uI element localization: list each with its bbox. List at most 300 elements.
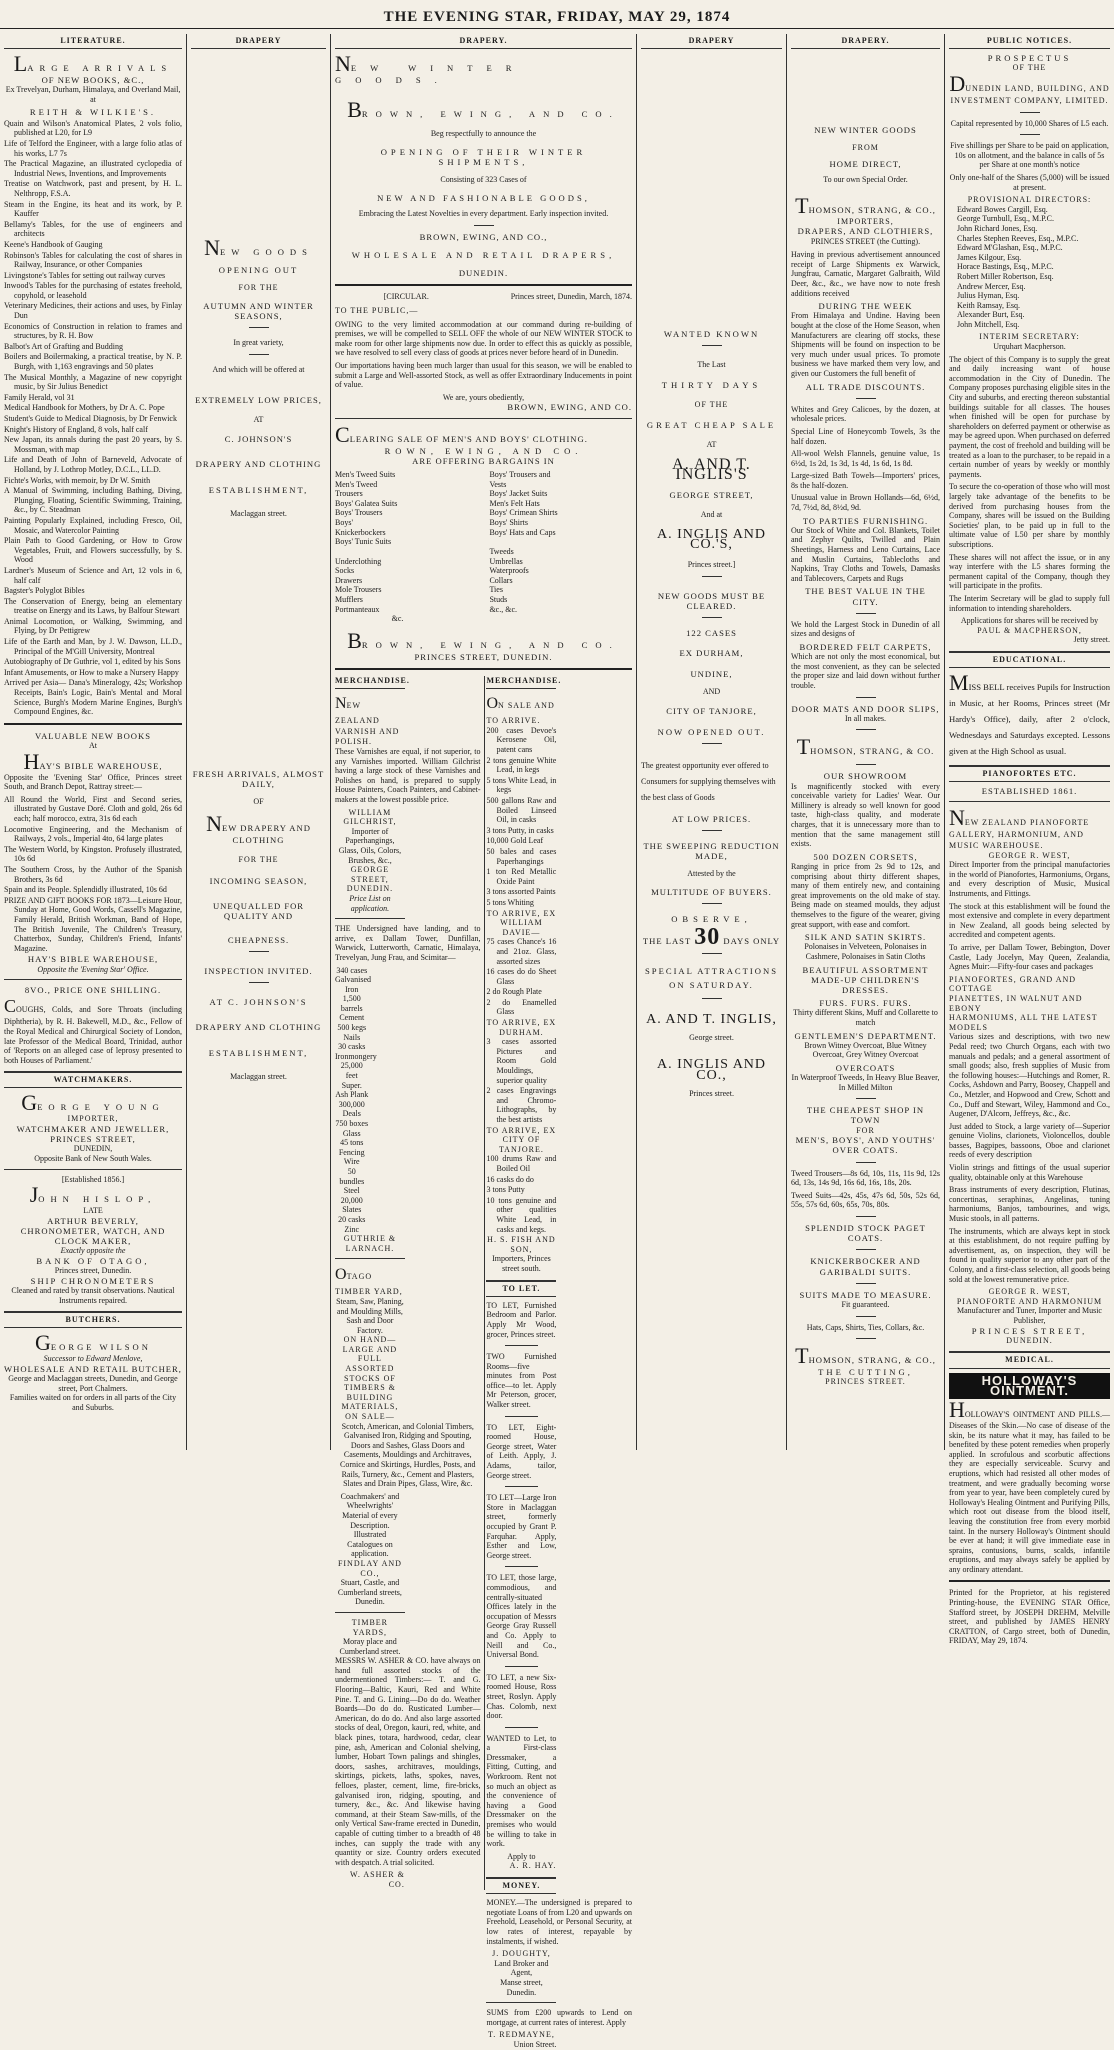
- text-line: 5 tons Whiting: [486, 897, 534, 907]
- text-line: AT: [253, 414, 264, 424]
- book-item: Autobiography of Dr Guthrie, vol 1, edited by his Sons: [4, 657, 181, 667]
- divider: [702, 576, 722, 577]
- book-item: Life of Telford the Engineer, with a large folio atlas of his works, L7 7s: [4, 138, 182, 158]
- text-line: ISS BELL receives Pupils for Instruction in Music, at her Rooms, Princes street (Mr Hardy's Office), daily, after 2 o'clock, Wednesdays and Saturdays excepted. Lessons given at the High School as usual.: [949, 682, 1110, 757]
- text-line: T. REDMAYNE,: [487, 2030, 555, 2040]
- text-line: EW ZEALAND PIANOFORTE GALLERY, HARMONIUM, AND MUSIC WAREHOUSE.: [949, 818, 1090, 851]
- text-line: A. AND T. INGLIS'S: [672, 455, 751, 483]
- text-line: ARE OFFERING BARGAINS IN: [412, 455, 555, 466]
- text-line: SPLENDID STOCK PAGET COATS.: [805, 1223, 926, 1244]
- text-line: SUMS from £200 upwards to Lend on mortgage, at current rates of interest. Apply: [486, 2008, 632, 2027]
- divider: [856, 1098, 876, 1099]
- text-line: AND: [702, 686, 721, 696]
- column-literature: LITERATURE. LARGE ARRIVALS OF NEW BOOKS, &C., Ex Trevelyan, Durham, Himalaya, and Overland Mail, at REITH & WILKIE'S. Quain and Wilson's Anatomical Plates, 2 vols folio, published at L20, for L9 Life of Telford the Engineer, with a large folio atlas of his works, L7 7s The Practical Magazine, an illustrated cyclopedia of Industrial News, Inventions, and Improvements Treatise on Watchwork, past and present, by H. L. Nelthropp, F.S.A. Steam in the Engine, its heat and its work, by P. Kauffer Bellamy's Tables, for the use of engineers and architects Keene's Handbook of Gauging Robinson's Tables for calculating the cost of shares in Railway, Insurance, or other Companies Livingstone's Tables for setting out railway curves Inwood's Tables for the purchasing of estates freehold, copyhold, or leasehold Veterinary Medicines, their actions and uses, by Finlay Dun Economics of Construction in relation to frames and structures, by R. H. Bow Balbot's Art of Grafting and Budding Boilers and Boilermaking, a practical treatise, by N. P. Burgh, with 1,163 engravings and 50 plates The Musical Monthly, a Magazine of new copyright music, by Sir Julius Benedict Family Herald, vol 31 Medical Handbook for Mothers, by Dr A. C. Pope Student's Guide to Medical Diagnosis, by Dr Fenwick Knight's History of England, 8 vols, half calf New Japan, its annals during the past 20 years, by S. Mossman, with map Life and Death of John of Barneveld, Advocate of Holland, by J. Lothrop Motley, D.C.L., LL.D. Fichte's Works, with memoir, by Dr W. Smith A Manual of Swimming, including Bathing, Diving, Plunging, Floating, Scientific Swimming, Training, &c., by C. Steadman Painting Popularly Explained, including Fresco, Oil, Mosaic, and Watercolor Painting Plain Path to Good Gardening, or How to Grow Vegetables, Fruit, and Flowers successfully, by S. Wood Lardner's Museum of Science and Art, 12 vols in 6, half calf Bagster's Polyglot Bibles The Conservation of Energy, being an elementary treatise on Energy and its Laws, by Balfour Stewart Animal Locomotion, or Walking, Swimming, and Flying, by Dr Pettigrew Life of the Earth and Man, by J. W. Dawson, LL.D., Principal of the M'Gill University, Montreal Autobiography of Dr Guthrie, vol 1, edited by his Sons Infant Amusements, or How to make a Nursery Happy Arrived per Asia— Dana's Mineralogy, 42s; Workshop Receipts, Bain's Logic, Bain's Mental and Moral Science, Burgh's Modern Marine Engines, Burgh's Compound Engines, &c. VALUABLE NEW BOOKS At HAY'S BIBLE WAREHOUSE, Opposite the 'Evening Star' Office, Princes street South, and Branch Depot, Rattray street:— All Round the World, First and Second series, illustrated by Gustave Doré. Cloth and gold, 26s 6d each; half morocco, extra, 31s 6d each Locomotive Engineering, and the Mechanism of Railways, 2 vols., Imperial 4to, 64 large plates The Western World, by Kingston. Profusely illustrated, 10s 6d The Southern Cross, by the Author of the Spanish Brothers, 3s 6d Spain and its People. Splendidly illustrated, 10s 6d PRIZE AND GIFT BOOKS FOR 1873—Leisure Hour, Sunday at Home, Good Words, Cassell's Magazine, Family Herald, British Workman, Band of Hope, The British Juvenile, The Children's Treasury, Chatterbox, Sunday, Children's Friend, Infants' Magazine. HAY'S BIBLE WAREHOUSE, Opposite the 'Evening Star' Office. 8VO., PRICE ONE SHILLING. COUGHS, Colds, and Sore Throats (including Diphtheria), by R. H. Bakewell, M.D., &c., Fellow of the Royal Medical and Chirurgical Society of London, late Professor of the Medical Board, Trinidad, author of 'Reports on an alleged case of leprosy presented to both Houses of Parliament.' WATCHMAKERS. GEORGE YOUNG IMPORTER, WATCHMAKER AND JEWELLER, PRINCES STREET, DUNEDIN, Opposite Bank of New South Wales. [Established 1856.] JOHN HISLOP, LATE ARTHUR BEVERLY, CHRONOMETER, WATCH, AND CLOCK MAKER, Exactly opposite the BANK OF OTAGO, Princes street, Dunedin. SHIP CHRONOMETERS Cleaned and rated by transit observations. Nautical Instruments repaired. BUTCHERS. GEORGE WILSON Successor to Edward Menlove, WHOLESALE AND RETAIL BUTCHER, George and Maclaggan streets, Dunedin, and George street, Port Chalmers. Families waited on for orders in all parts of the City and Suburbs.: [4, 36, 182, 1413]
- divider: [4, 979, 182, 980]
- text-line: Violin strings and fittings of the usual superior quality, obtainable only at this Warehouse: [949, 1163, 1110, 1182]
- text-line: Princes street.: [689, 1088, 734, 1098]
- text-line: MEN'S, BOYS', AND YOUTHS' OVER COATS.: [795, 1135, 936, 1156]
- text-line: FROM: [852, 143, 879, 153]
- text-line: EW ZEALAND VARNISH AND POLISH.: [335, 701, 400, 747]
- text-line: A. R. HAY.: [509, 1861, 557, 1871]
- price-heading: 8VO., PRICE ONE SHILLING.: [24, 985, 162, 996]
- text-line: MONEY.—The undersigned is prepared to negotiate Loans of from L20 and upwards on Freehold, Leasehold, or Personal Security, at low rates of interest, repayable by instalments, if wished.: [486, 1898, 632, 1946]
- text-line: James Kilgour, Esq.: [957, 252, 1022, 262]
- text-line: UNEQUALLED FOR QUALITY AND: [212, 900, 305, 921]
- divider: [856, 1316, 876, 1317]
- text-line: BROWN, EWING, AND CO.,: [419, 231, 548, 242]
- text-line: AUTUMN AND WINTER SEASONS,: [203, 301, 314, 322]
- book-item: Animal Locomotion, or Walking, Swimming, and Flying, by Dr Pettigrew: [4, 616, 182, 636]
- text-line: A. INGLIS AND CO.'S,: [656, 526, 767, 552]
- text-line: GEORGE R. WEST,: [988, 1287, 1071, 1297]
- johnson-ad-1: NEW GOODS OPENING OUT FOR THE AUTUMN AND WINTER SEASONS, In great variety, And which will be offered at EXTREMELY LOW PRICES, AT C. JOHNSON'S DRAPERY AND CLOTHING ESTABLISHMENT, Maclaggan street.: [191, 237, 326, 518]
- hays-item: All Round the World, First and Second series, illustrated by Gustave Doré. Cloth and gold, 26s 6d each; half morocco, extra, 31s 6d each: [4, 794, 182, 823]
- text-line: Special Line of Honeycomb Towels, 3s the half dozen.: [791, 426, 940, 446]
- text-line: We hold the Largest Stock in Dunedin of all sizes and designs of: [791, 619, 940, 639]
- text-line: MERCHANDISE.: [486, 676, 556, 689]
- text-line: OVERCOATS: [835, 1062, 896, 1073]
- text-line: PRINCES STREET,: [971, 1325, 1088, 1336]
- text-line: HOMSON, STRANG, & CO.,: [808, 204, 936, 215]
- book-item: Veterinary Medicines, their actions and uses, by Finlay Dun: [4, 301, 182, 321]
- text-line: Waterproofs: [489, 566, 529, 576]
- text-line: Five shillings per Share to be paid on application, 10s on allotment, and the balance in calls of 5s per Share at one month's notice: [950, 141, 1109, 170]
- thomson-strang-ad: NEW WINTER GOODS FROM HOME DIRECT, To our own Special Order. THOMSON, STRANG, & CO., IMPORTERS, DRAPERS, AND CLOTHIERS, PRINCES STREET (the Cutting).: [791, 125, 940, 246]
- text-line: BROWN, EWING, AND CO.: [507, 402, 632, 413]
- clearing-lists: [335, 470, 632, 624]
- column-public-notices: PUBLIC NOTICES. PROSPECTUS OF THE DUNEDIN LAND, BUILDING, AND INVESTMENT COMPANY, LIMITED. Capital represented by 10,000 Shares of L5 each. Five shillings per Share to be paid on application, 10s on allotment, and the balance in calls of 5s per Share at one month's notice Only one-half of the Shares (5,000) will be issued at present. PROVISIONAL DIRECTORS: Edward Bowes Cargill, Esq. George Turnbull, Esq., M.P.C. John Richard Jones, Esq. Charles Stephen Reeves, Esq., M.P.C. Edward M'Glashan, Esq., M.P.C. James Kilgour, Esq. Horace Bastings, Esq., M.P.C. Robert Miller Robertson, Esq. Andrew Mercer, Esq. Julius Hyman, Esq. Keith Ramsay, Esq. Alexander Burt, Esq. John Mitchell, Esq. INTERIM SECRETARY: Urquhart Macpherson. The object of this Company is to supply the great and daily increasing want of house accommodation in the City of Dunedin. The Company proposes purchasing eligible sites in the City and suburbs, and erecting thereon substantial buildings suitable for all classes. The houses when finished will be open for purchase by shareholders on deferred payment or otherwise as may be agreed upon. When purchased on deferred payment, the cost of freehold and building will be treated as a loan to the purchaser, to be repaid in a certain number of years by weekly or monthly payments. To secure the co-operation of those who will most largely take advantage of the benefits to be derived from purchasing houses from the Company, shares will be issued on the Building Societies' plan, to be paid up in full to the ultimate value of L50 per share by monthly subscriptions. These shares will not affect the issue, or in any way interfere with the L5 shares forming the permanent capital of the Company, though they will participate in the profits. The Interim Secretary will be glad to supply full information to intending shareholders. Applications for shares will be received by PAUL & MACPHERSON, Jetty street. EDUCATIONAL. MISS BELL receives Pupils for Instruction in Music, at her Rooms, Princes street (Mr Hardy's Office), daily, after 2 o'clock, Wednesdays and Saturdays excepted. Lessons given at the High School as usual. PIANOFORTES ETC. ESTABLISHED 1861. NEW ZEALAND PIANOFORTE GALLERY, HARMONIUM, AND MUSIC WAREHOUSE. GEORGE R. WEST, Direct Importer from the principal manufactories in the world of Pianofortes, Harmoniums, Organs, and every description of Music, Musical Instruments, and Fittings. The stock at this establishment will be found the most extensive and complete in every department in New Zealand, all goods being selected by accredited and competent agents. To arrive, per Dallam Tower, Bebington, Dover Castle, Lady Jocelyn, May Queen, Zealandia, Agnes Muir:—Fifty-four cases and packages PIANOFORTES, GRAND AND COTTAGE PIANETTES, IN WALNUT AND EBONY HARMONIUMS, ALL THE LATEST MODELS Various sizes and descriptions, with two new Pedal reed; two Church Organs, each with two manuals and pedals; and a general assortment of small goods; also, fresh supplies of Music from the following houses:—Hutchings and Romer, R. Cocks, Ashdown and Parry, Boosey, Chappell and Co., Metzler, and Hopwood and Crew, Schott and Co., Duff and Stewart, Wiley, Hammond and Co., Augener, D'Alcorn, Jeffreys, &c., &c. Just added to Stock, a large variety of—Superior genuine Violins, clarionets, Violoncellos, double basses, Bagpipes, bassoons, Oboe and clarionet reeds of every description Violin strings and fittings of the usual superior quality, obtainable only at this Warehouse Brass instruments of every description, Flutinas, concertinas, seraphinas, Angelinas, tuning harmoniums, Banjos, tambourines, and wigs, Music stools, in all patterns. The instruments, which are always kept in stock at this establishment, do not require puffing by advertisement, as, on inspection, they will be found in quality superior to any other part of the Colony, and a first-class selection, all goods being sold at the lowest remunerative price. GEORGE R. WEST, PIANOFORTE AND HARMONIUM Manufacturer and Tuner, Importer and Music Publisher, PRINCES STREET, DUNEDIN. MEDICAL. HOLLOWAY'S OINTMENT. HOLLOWAY'S OINTMENT AND PILLS.—Diseases of the Skin.—No case of disease of the skin, be its nature what it may, has failed to be benefited by these potent remedies when properly applied. In scrofulous and scorbutic affections they are especially serviceable. Scurvy and eruptions, which had resisted all other modes of treatment, and were gradually becoming worse from year to year, have been completely cured by Holloway's Healing Ointment and Purifying Pills, which root out disease from the blood itself, leaving the constitution free from every morbid taint. In the nursery Holloway's Ointment should be ever at hand; it will give immediate ease in sprains, contusions, burns, scalds, infantile eruptions, and may always safely be applied by any ordinary attendant. Printed for the Proprietor, at his registered Printing-house, the EVENING STAR Office, Stafford street, by JOSEPH DREHM, Melville street, and published by JAMES HENRY CRATTON, of Cargo street, both of Dunedin, FRIDAY, May 29, 1874.: [944, 34, 1114, 1450]
- text-line: Families waited on for orders in all parts of the City and Suburbs.: [9, 1393, 177, 1413]
- text-line: DUNEDIN,: [73, 1144, 113, 1154]
- text-line: Andrew Mercer, Esq.: [957, 281, 1026, 291]
- text-line: THE EVENING STAR, FRIDAY, MAY 29, 1874: [383, 9, 731, 25]
- text-line: John Mitchell, Esq.: [957, 319, 1020, 329]
- text-line: INSPECTION INVITED.: [204, 966, 313, 977]
- text-line: GUTHRIE & LARNACH.: [343, 1234, 397, 1253]
- book-item: Lardner's Museum of Science and Art, 12 vols in 6, half calf: [4, 565, 182, 585]
- text-line: TAGO TIMBER YARD,: [335, 1272, 403, 1297]
- text-line: EXTREMELY LOW PRICES,: [195, 394, 322, 405]
- divider: [856, 1338, 876, 1339]
- text-line: Opposite the 'Evening Star' Office, Princes street South, and Branch Depot, Rattray street:—: [4, 772, 182, 792]
- divider: [856, 729, 876, 730]
- divider: [505, 1416, 539, 1417]
- text-line: PROVISIONAL DIRECTORS:: [967, 195, 1092, 205]
- divider: [949, 801, 1110, 802]
- text-line: Men's Tweed Trousers: [335, 479, 378, 499]
- text-line: THE BEST VALUE IN THE CITY.: [805, 586, 926, 607]
- text-line: To our own Special Order.: [823, 175, 908, 185]
- text-line: OPENING OF THEIR WINTER SHIPMENTS,: [380, 147, 587, 168]
- text-line: Boys' Tunic Suits: [335, 537, 392, 547]
- book-item: The Conservation of Energy, being an elementary treatise on Energy and its Laws, by Balfour Stewart: [4, 596, 182, 616]
- divider: [702, 345, 722, 346]
- hays-item: Locomotive Engineering, and the Mechanism of Railways, 2 vols., Imperial 4to, 64 large plates: [4, 824, 182, 844]
- book-item: Plain Path to Good Gardening, or How to Grow Vegetables, Fruit, and Flowers successfully, by S. Wood: [4, 536, 182, 565]
- text-line: EORGE WILSON: [50, 1342, 151, 1353]
- text-line: EORGE YOUNG: [37, 1102, 165, 1113]
- text-line: DRAPERY AND CLOTHING: [195, 458, 322, 469]
- text-line: 2 do Rough Plate: [486, 987, 542, 997]
- text-line: &c.: [391, 614, 404, 624]
- text-line: Boys' Trousers and Vests: [489, 469, 551, 489]
- text-line: George and Maclaggan streets, Dunedin, and George street, Port Chalmers.: [8, 1374, 178, 1393]
- to-let-item: TO LET, a new Six-roomed House, Ross street, Roslyn. Apply Chas. Colomb, next door.: [486, 1672, 557, 1721]
- text-line: 1 ton Red Metallic Oxide Paint: [486, 867, 557, 886]
- text-line: Cleaned and rated by transit observations. Nautical Instruments repaired.: [11, 1286, 175, 1305]
- section-head-butchers: BUTCHERS.: [4, 1311, 182, 1328]
- to-let-item: TO LET—Large Iron Store in Maclaggan street, formerly occupied by Grant P. Farquhar. Apply, Esther and Low, George street.: [486, 1493, 557, 1560]
- text-line: Princes street, Dunedin, March, 1874.: [510, 292, 632, 302]
- text-line: PRINCES STREET.: [825, 1377, 906, 1387]
- text-line: The Last: [697, 360, 726, 370]
- text-line: J. DOUGHTY,: [492, 1949, 551, 1959]
- divider: [335, 1258, 405, 1259]
- text-line: THE CHEAPEST SHOP IN TOWN: [806, 1105, 925, 1126]
- text-line: THE CUTTING,: [818, 1367, 913, 1378]
- text-line: Capital represented by 10,000 Shares of L5 each.: [950, 118, 1109, 128]
- text-line: FURS. FURS. FURS.: [819, 998, 912, 1009]
- hays-item: PRIZE AND GIFT BOOKS FOR 1873—Leisure Hour, Sunday at Home, Good Words, Cassell's Magazine, Family Herald, British Workman, Band of Hope, The British Juvenile, The Children's Treasury, Chatterbox, Sunday, Children's Friend, Infants' Magazine.: [4, 895, 182, 953]
- text-line: Edward M'Glashan, Esq., M.P.C.: [957, 243, 1063, 253]
- text-line: Tweeds: [489, 547, 514, 557]
- text-line: Princes street.]: [687, 560, 736, 570]
- text-line: Manse street, Dunedin.: [500, 1977, 543, 1997]
- text-line: All-wool Welsh Flannels, genuine value, 1s 6½d, 1s 2d, 1s 3d, 1s 4d, 1s 6d, 1s 8d.: [791, 449, 940, 468]
- text-line: These shares will not affect the issue, or in any way interfere with the L5 shares forming the permanent capital of the Company, though they will participate in the profits.: [949, 552, 1110, 591]
- text-line: 16 casks do do: [486, 1174, 534, 1184]
- divider: [335, 1612, 405, 1613]
- text-line: Socks: [335, 566, 355, 576]
- text-line: H. S. FISH AND SON,: [487, 1235, 556, 1254]
- text-line: Mole Trousers: [335, 585, 382, 595]
- book-item: Inwood's Tables for the purchasing of estates freehold, copyhold, or leasehold: [4, 281, 182, 300]
- text-line: IMPORTERS,: [837, 216, 894, 226]
- text-line: Boys' Shirts: [489, 517, 529, 527]
- masthead-rule: [0, 28, 1114, 29]
- text-line: Polonaises in Velveteen, Polonaises in Cashmere, Polonaises in Satin Cloths: [804, 942, 927, 961]
- text-line: To arrive, per Dallam Tower, Bebington, Dover Castle, Lady Jocelyn, May Queen, Zealandia, Agnes Muir:—Fifty-four cases and packages: [949, 943, 1110, 972]
- valuable-heading: VALUABLE NEW BOOKS: [34, 730, 152, 741]
- george-young-ad: GEORGE YOUNG IMPORTER, WATCHMAKER AND JEWELLER, PRINCES STREET, DUNEDIN, Opposite Bank of New South Wales.: [4, 1092, 182, 1163]
- clearing-sale-title: LEARING SALE OF MEN'S AND BOYS' CLOTHING.: [349, 433, 588, 444]
- text-line: DRAPERS, AND CLOTHIERS,: [797, 226, 934, 237]
- divider: [949, 1580, 1110, 1582]
- text-line: 122 CASES: [686, 628, 737, 639]
- divider: [505, 1486, 539, 1487]
- text-line: FOR THE: [238, 283, 279, 293]
- text-line: Brass instruments of every description, Flutinas, concertinas, seraphinas, Angelinas, tuning harmoniums, Banjos, tambourines, and wigs, Music stools, in all patterns.: [949, 1185, 1110, 1224]
- text-line: PAUL & MACPHERSON,: [977, 625, 1082, 635]
- text-line: In great variety,: [233, 338, 284, 348]
- text-line: From Himalaya and Undine. Having been bought at the close of the Home Season, when Manufacturers are clearing off stocks, these Shipments will be found on inspection to be very much under usual prices. To promote business we have marked them very low, and given our Customers the full benefit of: [791, 311, 940, 378]
- text-line: Whites and Grey Calicoes, by the dozen, at wholesale prices.: [791, 404, 940, 424]
- text-line: Importers, Princes street south.: [492, 1254, 551, 1273]
- text-line: These Varnishes are equal, if not superior, to any Varnishes imported. William Gilchrist having a large stock of these Varnishes and Polishes on hand, is prepared to supply House Painters, Coach Painters, and Cabinet-makers at the lowest possible price.: [335, 747, 481, 805]
- text-line: Studs: [489, 595, 508, 605]
- text-line: Exactly opposite the: [60, 1246, 126, 1256]
- text-line: 20,000 Slates: [340, 1195, 363, 1215]
- text-line: GENTLEMEN'S DEPARTMENT.: [794, 1030, 937, 1041]
- text-line: The stock at this establishment will be found the most extensive and complete in every department in New Zealand, all goods being selected by accredited and competent agents.: [949, 901, 1110, 940]
- text-line: Horace Bastings, Esq., M.P.C.: [957, 262, 1054, 272]
- book-item: Bagster's Polyglot Bibles: [4, 586, 85, 596]
- text-line: MESSRS W. ASHER & CO. have always on hand full assorted stocks of the undermentioned Timbers:— T. and G. Flooring—Baltic, Kauri, Red and White Pine. T. and G. Lining—Do do do. Weather Boards—Do do do. Rusticated Lumber—American, do do do. And also large assorted stocks of deal, Oregon, kauri, red, white, and black pines, totara, hardwood, cedar, clear pine, ash, American and Colonial shelving, lumber, Hobart Town palings and shingles, doors, sashes, architraves, mouldings, skirtings, pickets, laths, spokes, naves, felloes, plaster, cement, lime, fire-bricks, galvanised iron, ridging, spouting, and turnery, &c., &c. And likewise having command, at their Steam Saw-mills, of the only Vertical Saw-frame erected in Dunedin, capable of cutting timber to a breadth of 48 inches, can supply the trade with any quantity or size. Country orders executed with despatch. A trial solicited.: [335, 1656, 481, 1867]
- text-line: UNDINE,: [690, 668, 733, 679]
- text-line: Julius Hyman, Esq.: [957, 291, 1020, 301]
- coughs-text: OUGHS, Colds, and Sore Throats (including Diphtheria), by R. H. Bakewell, M.D., &c., Fellow of the Royal Medical and Chirurgical Society of London, late Professor of the Medical Board, Trinidad, author of 'Reports on an alleged case of leprosy presented to both Houses of Parliament.': [4, 1005, 182, 1065]
- to-let-list: [486, 1301, 556, 1849]
- text-line: BEAUTIFUL ASSORTMENT: [802, 964, 929, 975]
- text-line: HAY'S BIBLE WAREHOUSE,: [27, 954, 159, 965]
- divider: [702, 998, 722, 999]
- brown-ewing-ad: NEW WINTER GOODS. BROWN, EWING, AND CO. Beg respectfully to announce the OPENING OF THEIR WINTER SHIPMENTS, Consisting of 323 Cases of NEW AND FASHIONABLE GOODS, Embracing the Latest Novelties in every department. Early inspection invited. BROWN, EWING, AND CO., WHOLESALE AND RETAIL DRAPERS, DUNEDIN.: [335, 53, 632, 278]
- text-line: AT LOW PRICES.: [671, 813, 752, 824]
- text-line: PIANOFORTE AND HARMONIUM: [956, 1296, 1103, 1306]
- text-line: W. ASHER & CO.: [350, 1870, 405, 1889]
- hays-item: The Western World, by Kingston. Profusely illustrated, 10s 6d: [4, 844, 182, 864]
- text-line: Fit guaranteed.: [841, 1300, 890, 1310]
- text-line: EW DRAPERY AND CLOTHING: [221, 822, 311, 845]
- text-line: THE SWEEPING REDUCTION MADE,: [643, 841, 780, 862]
- text-line: Embracing the Latest Novelties in every department. Early inspection invited.: [358, 209, 609, 219]
- text-line: Unusual value in Brown Hollands—6d, 6½d, 7d, 7½d, 8d, 8½d, 9d.: [791, 493, 940, 513]
- text-line: Steam, Saw, Planing, and Moulding Mills, Sash and Door Factory.: [336, 1296, 404, 1335]
- text-line: Robert Miller Robertson, Esq.: [957, 271, 1054, 281]
- text-line: GREAT CHEAP SALE: [646, 419, 777, 430]
- text-line: 2 do Enamelled Glass: [486, 997, 557, 1017]
- text-line: FINDLAY AND CO.,: [337, 1558, 402, 1578]
- book-item: Arrived per Asia— Dana's Mineralogy, 42s; Workshop Receipts, Bain's Logic, Bain's Mental and Moral Science, Burgh's Modern Marine Engines, Burgh's Compound Engines, &c.: [4, 678, 182, 717]
- text-line: WHOLESALE AND RETAIL DRAPERS,: [351, 250, 616, 260]
- text-line: PIANOFORTES, GRAND AND COTTAGE: [949, 974, 1077, 994]
- text-line: TO THE PUBLIC,—: [335, 306, 419, 315]
- text-line: The Interim Secretary will be glad to supply full information to intending shareholders.: [949, 593, 1110, 613]
- text-line: Men's Tweed Suits: [335, 469, 396, 479]
- text-line: ROWN, EWING, AND CO.: [361, 639, 620, 650]
- text-line: Maclaggan street.: [230, 509, 287, 518]
- text-line: Boys' Jacket Suits: [489, 489, 548, 499]
- text-line: DURING THE WEEK: [818, 301, 913, 312]
- book-item: Infant Amusements, or How to make a Nursery Happy: [4, 667, 179, 677]
- text-line: 3 cases assorted Pictures and Room Gold Mouldings, superior quality: [486, 1037, 557, 1085]
- text-line: PIANETTES, IN WALNUT AND EBONY: [949, 993, 1083, 1013]
- divider: [856, 1216, 876, 1217]
- to-let-item: TO LET, Eight-roomed House, George street, Water of Leith. Apply, J. Adams, tailor, George street.: [486, 1422, 557, 1480]
- text-line: AT C. JOHNSON'S: [209, 997, 308, 1008]
- text-line: The instruments, which are always kept in stock at this establishment, do not require puffing by advertisement, as, on inspection, they will be found in quality superior to any other part of the Colony, and a first-class selection, all goods being sold at the lowest remunerative price.: [949, 1226, 1110, 1284]
- divider: [4, 723, 182, 725]
- book-item: Steam in the Engine, its heat and its work, by P. Kauffer: [4, 199, 182, 219]
- text-line: 300,000 Deals: [338, 1099, 365, 1119]
- text-line: FOR: [856, 1125, 875, 1135]
- text-line: And which will be offered at: [212, 365, 305, 374]
- text-line: GEORGE STREET, DUNEDIN.: [346, 865, 394, 894]
- text-line: OF THE: [1012, 63, 1047, 73]
- hays-title: AY'S BIBLE WAREHOUSE,: [39, 760, 163, 771]
- text-line: Alexander Burt, Esq.: [957, 310, 1025, 320]
- text-line: HOME DIRECT,: [829, 159, 902, 169]
- column-drapery-inglis: [636, 34, 786, 1450]
- to-let-item: TO LET, Furnished Bedroom and Parlor. Apply Mr Wood, grocer, Princes street.: [486, 1300, 557, 1339]
- directors-list: [949, 205, 1110, 330]
- divider: [702, 830, 722, 831]
- johnson-ad-2: FRESH ARRIVALS, ALMOST DAILY, OF NEW DRAPERY AND CLOTHING FOR THE INCOMING SEASON, UNEQUALLED FOR QUALITY AND CHEAPNESS. INSPECTION INVITED. AT C. JOHNSON'S DRAPERY AND CLOTHING ESTABLISHMENT, Maclaggan street.: [192, 768, 325, 1082]
- text-line: George Turnbull, Esq., M.P.C.: [957, 214, 1054, 224]
- section-head-to-let: TO LET.: [486, 1280, 556, 1297]
- divider: [505, 1345, 539, 1346]
- text-line: 10,000 Gold Leaf: [486, 836, 544, 846]
- text-line: Apply to: [507, 1851, 536, 1861]
- text-line: Having in previous advertisement announced receipt of Large Shipments ex Warwick, Jungfrau, Carnatic, Margaret Galbraith, Wild Deer, &c., &c., we have now to note fresh additions received: [791, 250, 940, 298]
- text-line: TIMBER YARDS,: [351, 1617, 389, 1637]
- divider: [335, 668, 632, 670]
- text-line: PRINCES STREET, DUNEDIN.: [414, 651, 553, 662]
- text-line: To secure the co-operation of those who will most largely take advantage of the benefits to be derived from purchasing houses from the Company, shares will be issued on the Building Societies' plan, to be paid up in full to the ultimate value of L50 per share by monthly subscriptions.: [949, 482, 1110, 549]
- text-line: EW WINTER GOODS.: [335, 63, 526, 86]
- text-line: Illustrated Catalogues on application.: [347, 1530, 393, 1559]
- column-drapery-thomson: DRAPERY. NEW WINTER GOODS FROM HOME DIRECT, To our own Special Order. THOMSON, STRANG, & CO., IMPORTERS, DRAPERS, AND CLOTHIERS, PRINCES STREET (the Cutting). Having in previous advertisement announced receipt of Large Shipments ex Warwick, Jungfrau, Carnatic, Margaret Galbraith, Wild Deer, &c., &c., we have now to note fresh additions received DURING THE WEEK From Himalaya and Undine. Having been bought at the close of the Home Season, when Manufacturers are clearing off stocks, these Shipments will be found on inspection to be very much under usual prices. To promote business we have marked them very low, and given our Customers the full benefit of ALL TRADE DISCOUNTS. Whites and Grey Calicoes, by the dozen, at wholesale prices. Special Line of Honeycomb Towels, 3s the half dozen. All-wool Welsh Flannels, genuine value, 1s 6½d, 1s 2d, 1s 3d, 1s 4d, 1s 6d, 1s 8d. Large-sized Bath Towels—Importers' prices, 8s the half-dozen. Unusual value in Brown Hollands—6d, 6½d, 7d, 7½d, 8d, 8½d, 9d. TO PARTIES FURNISHING. Our Stock of White and Col. Blankets, Toilet and Zephyr Quilts, Twilled and Plain Sheetings, Harness and Leno Curtains, Lace and Muslin Curtains, Tablecloths and Napkins, Tray Cloths and Towels, Damasks and Tablecovers, Carpets and Rugs THE BEST VALUE IN THE CITY. We hold the Largest Stock in Dunedin of all sizes and designs of BORDERED FELT CARPETS, Which are not only the most economical, but the most convenient, as they can be selected the proper size and laid down without further trouble. DOOR MATS AND DOOR SLIPS, In all makes. THOMSON, STRANG, & CO. OUR SHOWROOM Is magnificently stocked with every conceivable variety for Ladies' Wear. Our Millinery is already so well known for good taste, high-class quality, and moderate charges, that it is unnecessary more than to mention that the same management still exists. 500 DOZEN CORSETS, Ranging in price from 2s 9d to 12s, and comprising about thirty different shapes, many of them entirely new, and containing great improvements on the old make of stay. Being made on steamed moulds, they adjust themselves to the figure of the wearer, giving great support, with ease and comfort. SILK AND SATIN SKIRTS. Polonaises in Velveteen, Polonaises in Cashmere, Polonaises in Satin Cloths BEAUTIFUL ASSORTMENT MADE-UP CHILDREN'S DRESSES. FURS. FURS. FURS. Thirty different Skins, Muff and Collarette to match GENTLEMEN'S DEPARTMENT. Brown Witney Overcoat, Blue Witney Overcoat, Grey Witney Overcoat OVERCOATS In Waterproof Tweeds, In Heavy Blue Beaver, In Milled Milton THE CHEAPEST SHOP IN TOWN FOR MEN'S, BOYS', AND YOUTHS' OVER COATS. Tweed Trousers—8s 6d, 10s, 11s, 11s 9d, 12s 6d, 13s, 14s 9d, 16s 6d, 16s, 18s, 20s. Tweed Suits—42s, 45s, 47s 6d, 50s, 52s 6d, 55s, 57s 6d, 60s, 65s, 70s, 80s. SPLENDID STOCK PAGET COATS. KNICKERBOCKER AND GARIBALDI SUITS. SUITS MADE TO MEASURE. Fit guaranteed. Hats, Caps, Shirts, Ties, Collars, &c. THOMSON, STRANG, & CO., THE CUTTING, PRINCES STREET.: [786, 34, 944, 1450]
- hays-item: Spain and its People. Splendidly illustrated, 10s 6d: [4, 885, 167, 895]
- text-line: Our importations having been much larger than usual for this season, we will be enabled to submit a Large and Well-assorted Stock, as well as offer Extraordinary Inducements in point of value.: [335, 360, 632, 390]
- text-line: Boys' Galatea Suits: [335, 498, 398, 508]
- text-line: OF THE: [694, 400, 729, 410]
- text-line: Coachmakers' and Wheelwrights' Material of every Description.: [340, 1491, 400, 1530]
- text-line: A. AND T. INGLIS,: [646, 1011, 777, 1027]
- text-line: &c., &c.: [489, 604, 517, 614]
- text-line: Jetty street.: [1073, 635, 1110, 645]
- text-line: Opposite the 'Evening Star' Office.: [37, 964, 149, 974]
- text-line: Only one-half of the Shares (5,000) will be issued at present.: [949, 172, 1110, 192]
- hislop-ad: JOHN HISLOP, LATE ARTHUR BEVERLY, CHRONOMETER, WATCH, AND CLOCK MAKER, Exactly opposite the BANK OF OTAGO, Princes street, Dunedin. SHIP CHRONOMETERS Cleaned and rated by transit observations. Nautical Instruments repaired.: [4, 1184, 182, 1305]
- text-line: At: [89, 741, 97, 751]
- text-line: LATE: [83, 1206, 103, 1216]
- text-line: Boys' Trousers: [335, 508, 383, 518]
- text-line: OUR SHOWROOM: [823, 771, 908, 782]
- text-line: PIANOFORTES ETC.: [949, 765, 1110, 782]
- text-line: 50 bales and cases Paperhangings: [486, 846, 557, 866]
- divider: [856, 1249, 876, 1250]
- text-line: Ex Trevelyan, Durham, Himalaya, and Overland Mail, at: [5, 85, 181, 104]
- text-line: NEW GOODS MUST BE CLEARED.: [657, 590, 766, 611]
- text-line: [Established 1856.]: [61, 1174, 125, 1184]
- text-line: The object of this Company is to supply the great and daily increasing want of house accommodation in the City of Dunedin. The Company proposes purchasing eligible sites in the City and suburbs, and erecting thereon substantial buildings suitable for all classes. The houses when finished will be open for purchase by shareholders on deferred payment or otherwise as may be agreed upon. When purchased on deferred payment, the cost of freehold and building will be treated as a loan to the purchaser, to be repaid in a certain number of years by weekly or monthly payments.: [949, 354, 1110, 479]
- text-line: Importer of Paperhangings, Glass, Oils, Colors, Brushes, &c.,: [338, 826, 402, 865]
- divider: [505, 1566, 539, 1567]
- text-line: HOMSON, STRANG, & CO.: [810, 746, 935, 757]
- divider: [335, 418, 632, 419]
- hays-list: [4, 795, 182, 954]
- thirty-days-number: 30: [694, 924, 721, 951]
- text-line: ARTHUR BEVERLY,: [47, 1215, 139, 1226]
- text-line: Thirty different Skins, Muff and Collarette to match: [793, 1008, 938, 1027]
- divider: [249, 951, 269, 952]
- text-line: 2 cases Engravings and Chromo-Lithographs, by the best artists: [486, 1086, 557, 1125]
- text-line: 45 tons Fencing Wire: [338, 1138, 365, 1167]
- book-item: Balbot's Art of Grafting and Budding: [4, 341, 123, 351]
- text-line: 500 kegs Nails: [337, 1023, 367, 1042]
- merchandise-block: MERCHANDISE. NEW ZEALAND VARNISH AND POLISH. These Varnishes are equal, if not superior, to any Varnishes imported. William Gilchrist having a large stock of these Varnishes and Polishes on hand, is prepared to supply House Painters, Coach Painters, and Cabinet-makers at the lowest possible price. WILLIAM GILCHRIST, Importer of Paperhangings, Glass, Oils, Colors, Brushes, &c., GEORGE STREET, DUNEDIN. Price List on application. THE Undersigned have landing, and to arrive, ex Dallam Tower, Dunfillan, Warwick, Lutterworth, Carnatic, Himalaya, Trevelyan, Jung Frau, and Scimitar— 340 cases Galvanised Iron 1,500 barrels Cement 500 kegs Nails 30 casks Ironmongery 25,000 feet Super. Ash Plank 300,000 Deals 750 boxes Glass 45 tons Fencing Wire 50 bundles Steel 20,000 Slates 20 casks Zinc GUTHRIE & LARNACH. OTAGO TIMBER YARD, Steam, Saw, Planing, and Moulding Mills, Sash and Door Factory. ON HAND— LARGE AND FULL ASSORTED STOCKS OF TIMBERS & BUILDING MATERIALS, ON SALE— Scotch, American, and Colonial Timbers, Galvanised Iron, Ridging and Spouting, Doors and Sashes, Glass Doors and Casements, Mouldings and Architraves, Cornice and Skirtings, Hurdles, Posts, and Rails, Turnery, &c., Cement and Plasters, Slates and Drain Pipes, Glass, Wire, &c. Coachmakers' and Wheelwrights' Material of every Description. Illustrated Catalogues on application. FINDLAY AND CO., Stuart, Castle, and Cumberland streets, Dunedin. TIMBER YARDS, Moray place and Cumberland street. MESSRS W. ASHER & CO. have always on hand full assorted stocks of the undermentioned Timbers:— T. and G. Flooring—Baltic, Kauri, Red and White Pine. T. and G. Lining—Do do do. Weather Boards—Do do do. Rusticated Lumber—American, do do do. And also large assorted stocks of deal, Oregon, kauri, red, white, and black pines, totara, hardwood, cedar, clear pine, ash, American and Colonial shelving, lumber, Hobart Town palings and shingles, doors, sashes, architraves, mouldings, skirtings, pickets, laths, spokes, naves, felloes, plaster, cement, lime, fire-bricks, galvanised iron, ridging, spouting, and turnery, &c., &c. And likewise having command, at their Steam Saw-mills, of the only Vertical Saw-frame erected in Dunedin, capable of cutting timber to a breadth of 48 inches, can supply the trade with any quantity or size. Country orders executed with despatch. A trial solicited. W. ASHER & CO. MERCHANDISE. ON SALE AND TO ARRIVE. 200 cases Devoe's Kerosene Oil, patent cans 2 tons genuine White Lead, in kegs 5 tons White Lead, in kegs 500 gallons Raw and Boiled Linseed Oil, in casks 3 tons Putty, in casks 10,000 Gold Leaf 50 bales and cases Paperhangings 1 ton Red Metallic Oxide Paint 3 tons assorted Paints 5 tons Whiting TO ARRIVE, EX WILLIAM DAVIE— 75 cases Chance's 16 and 21oz. Glass, assorted sizes 16 cases do do Sheet Glass 2 do Rough Plate 2 do Enamelled Glass TO ARRIVE, EX DURHAM. 3 cases assorted Pictures and Room Gold Mouldings, superior quality 2 cases Engravings and Chromo-Lithographs, by the best artists TO ARRIVE, EX CITY OF TANJORE. 100 drums Raw and Boiled Oil 16 casks do do 3 tons Putty 10 tons genuine and other qualities White Lead, in casks and kegs. H. S. FISH AND SON, Importers, Princes street south. TO LET. TO LET, Furnished Bedroom and Parlor. Apply Mr Wood, grocer, Princes street. TWO Furnished Rooms—five minutes from Post office—to let. Apply Mr Peterson, grocer, Walker street. TO LET, Eight-roomed House, George street, Water of Leith. Apply, J. Adams, tailor, George street. TO LET—Large Iron Store in Maclaggan street, formerly occupied by Grant P. Farquhar. Apply, Esther and Low, George street. TO LET, those large, commodious, and centrally-situated Offices lately in the occupation of Messrs George Gray Russell and Co. Apply to Neill and Co., Universal Bond. TO LET, a new Six-roomed House, Ross street, Roslyn. Apply Chas. Colomb, next door. WANTED to Let, to a First-class Dressmaker, a Fitting, Cutting, and Workroom. Rent not so much an object as the convenience of having a Good Dressmaker on the premises who would be willing to take in work. Apply to A. R. HAY. MONEY. MONEY.—The undersigned is prepared to negotiate Loans of from L20 and upwards on Freehold, Leasehold, or Personal Security, at low rates of interest, repayable by instalments, if wished. J. DOUGHTY, Land Broker and Agent, Manse street, Dunedin. SUMS from £200 upwards to Lend on mortgage, at current rates of interest. Apply T. REDMAYNE, Union Street.: [335, 676, 632, 2049]
- text-line: PUBLIC NOTICES.: [949, 36, 1110, 49]
- text-line: ESTABLISHED 1861.: [981, 786, 1078, 797]
- text-line: WANTED KNOWN: [663, 329, 760, 340]
- text-line: PRINCES STREET (the Cutting).: [810, 236, 921, 246]
- text-line: Edward Bowes Cargill, Esq.: [957, 204, 1048, 214]
- text-line: Tweed Suits—42s, 45s, 47s 6d, 50s, 52s 6d, 55s, 57s 6d, 60s, 65s, 70s, 80s.: [791, 1190, 940, 1210]
- divider: [702, 743, 722, 744]
- text-line: Consisting of 323 Cases of: [440, 175, 527, 185]
- text-line: TO PARTIES FURNISHING.: [802, 515, 929, 526]
- text-line: Manufacturer and Tuner, Importer and Music Publisher,: [957, 1306, 1102, 1325]
- text-line: In all makes.: [844, 713, 887, 723]
- text-line: George street.: [689, 1032, 734, 1042]
- text-line: Opposite Bank of New South Wales.: [34, 1154, 152, 1164]
- divider: [486, 2002, 556, 2003]
- text-line: Mufflers: [335, 595, 363, 605]
- text-line: BORDERED FELT CARPETS,: [799, 642, 932, 653]
- text-line: REITH & WILKIE'S.: [29, 106, 157, 117]
- text-line: DUNEDIN.: [458, 268, 509, 279]
- section-head-watchmakers: WATCHMAKERS.: [4, 1071, 182, 1088]
- text-line: AT: [706, 440, 717, 449]
- text-line: And at: [700, 510, 723, 520]
- to-let-item: TWO Furnished Rooms—five minutes from Post office—to let. Apply Mr Peterson, grocer, Walker street.: [486, 1352, 557, 1410]
- text-line: Collars: [489, 575, 513, 585]
- text-line: 50 bundles Steel: [339, 1166, 365, 1196]
- text-line: TO ARRIVE, EX CITY OF TANJORE.: [486, 1125, 557, 1154]
- divider: [702, 617, 722, 618]
- text-line: FRESH ARRIVALS, ALMOST DAILY,: [192, 768, 325, 789]
- text-line: 20 casks Zinc: [338, 1214, 366, 1234]
- text-line: Maclaggan street.: [230, 1072, 287, 1082]
- text-line: Stuart, Castle, and Cumberland streets, Dunedin.: [337, 1578, 402, 1607]
- text-line: Brown Witney Overcoat, Blue Witney Overcoat, Grey Witney Overcoat: [804, 1040, 927, 1060]
- text-line: INCOMING SEASON,: [209, 876, 308, 887]
- text-line: Large-sized Bath Towels—Importers' prices, 8s the half-dozen.: [791, 471, 940, 490]
- text-line: GEORGE R. WEST,: [988, 850, 1071, 860]
- text-line: DRAPERY: [641, 36, 782, 49]
- text-line: EW GOODS: [219, 247, 313, 258]
- divider: [856, 1283, 876, 1284]
- text-line: 10 tons genuine and other qualities White Lead, in casks and kegs.: [486, 1195, 557, 1234]
- divider: [856, 613, 876, 614]
- divider: [856, 1162, 876, 1163]
- text-line: MERCHANDISE.: [335, 676, 405, 689]
- text-line: Drawers: [335, 575, 363, 585]
- hays-item: The Southern Cross, by the Author of the Spanish Brothers, 3s 6d: [4, 864, 182, 884]
- book-item: The Practical Magazine, an illustrated cyclopedia of Industrial News, Inventions, and Improvements: [4, 159, 182, 178]
- holloway-banner: HOLLOWAY'S OINTMENT.: [949, 1373, 1110, 1399]
- text-line: TO ARRIVE, EX WILLIAM DAVIE—: [486, 908, 557, 937]
- text-line: Keith Ramsay, Esq.: [957, 300, 1021, 310]
- text-line: The greatest opportunity ever offered to Consumers for supplying themselves with the best class of Goods: [641, 760, 776, 802]
- text-line: ON HAND— LARGE AND FULL ASSORTED STOCKS OF TIMBERS & BUILDING MATERIALS, ON SALE—: [341, 1335, 399, 1422]
- text-line: MEDICAL.: [949, 1351, 1110, 1368]
- section-head-money: MONEY.: [486, 1877, 556, 1894]
- text-line: HOMSON, STRANG, & CO.,: [808, 1355, 936, 1366]
- text-line: MADE-UP CHILDREN'S DRESSES.: [811, 974, 920, 995]
- text-line: Moray place and Cumberland street.: [339, 1637, 401, 1656]
- text-line: ARGE ARRIVALS: [27, 63, 173, 74]
- text-line: PROSPECTUS: [987, 53, 1072, 64]
- text-line: NEW WINTER GOODS: [814, 125, 917, 136]
- divider: [249, 327, 269, 328]
- text-line: OF: [253, 797, 264, 806]
- text-line: TO ARRIVE, EX DURHAM.: [486, 1018, 557, 1037]
- text-line: ESTABLISHMENT,: [208, 1047, 309, 1058]
- text-line: CHEAPNESS.: [227, 935, 290, 945]
- book-item: The Musical Monthly, a Magazine of new copyright music, by Sir Julius Benedict: [4, 372, 182, 392]
